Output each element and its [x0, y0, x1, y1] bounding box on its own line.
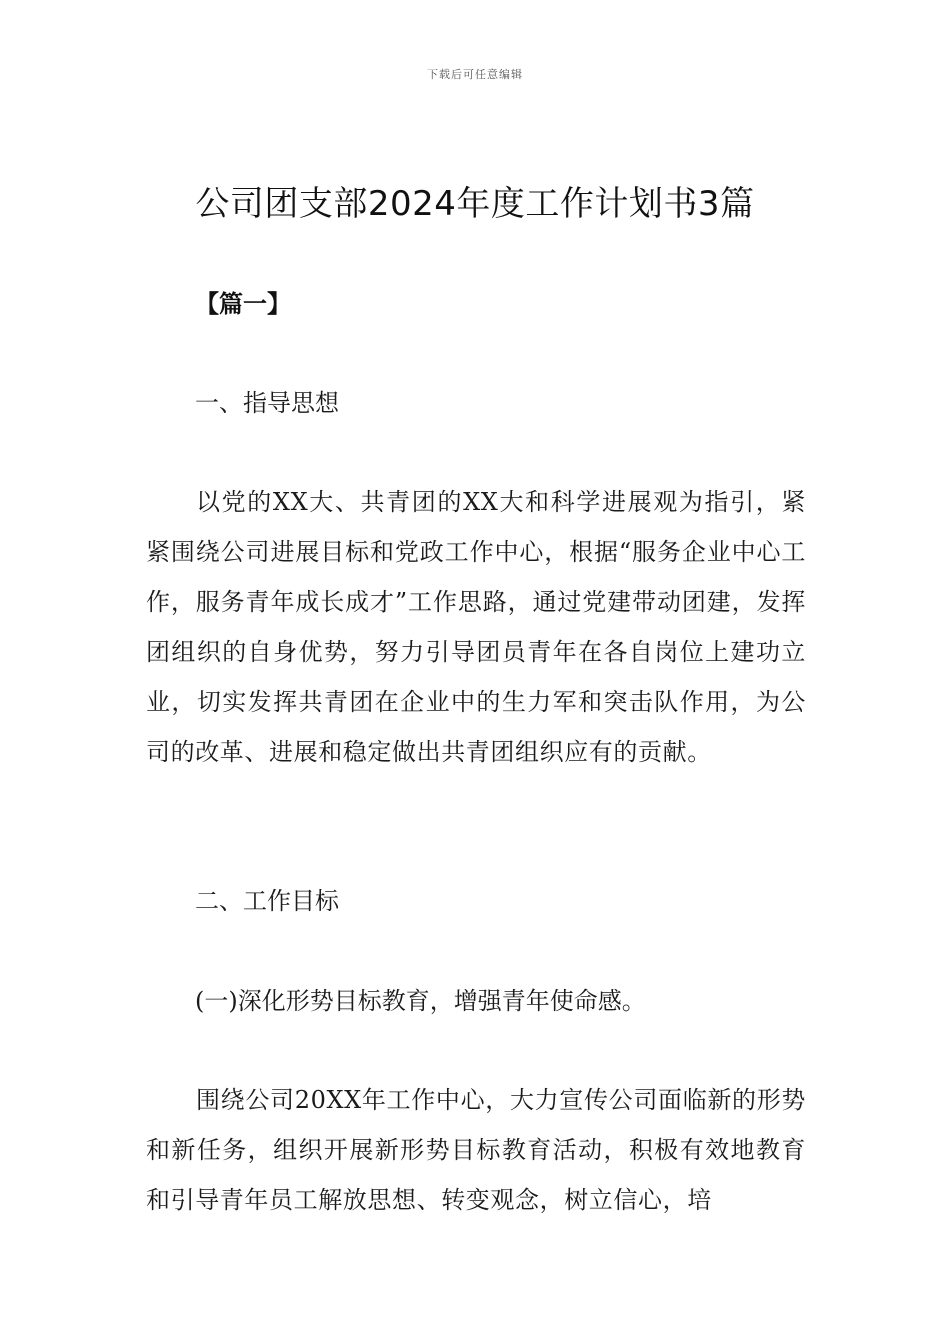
- paragraph-guiding-ideology: 以党的XX大、共青团的XX大和科学进展观为指引，紧紧围绕公司进展目标和党政工作中心，根据“服务企业中心工作，服务青年成长成才”工作思路，通过党建带动团建，发挥团组织的自身优势，努力引导团员青年在各自岗位上建功立业，切实发挥共青团在企业中的生力军和突击队作用，为公司的改革、进展和稳定做出共青团组织应有的贡献。: [146, 488, 806, 766]
- paragraph-situation-education: 围绕公司20XX年工作中心，大力宣传公司面临新的形势和新任务，组织开展新形势目标教育活动，积极有效地教育和引导青年员工解放思想、转变观念，树立信心，培: [146, 1086, 806, 1214]
- document-title: 公司团支部2024年度工作计划书3篇: [195, 184, 755, 224]
- subheading-situation-education: (一)深化形势目标教育，增强青年使命感。: [195, 987, 646, 1015]
- heading-guiding-ideology: 一、指导思想: [195, 389, 339, 417]
- heading-work-goals: 二、工作目标: [195, 887, 339, 915]
- section-label: 【篇一】: [195, 290, 291, 318]
- header-note: 下载后可任意编辑: [427, 68, 523, 81]
